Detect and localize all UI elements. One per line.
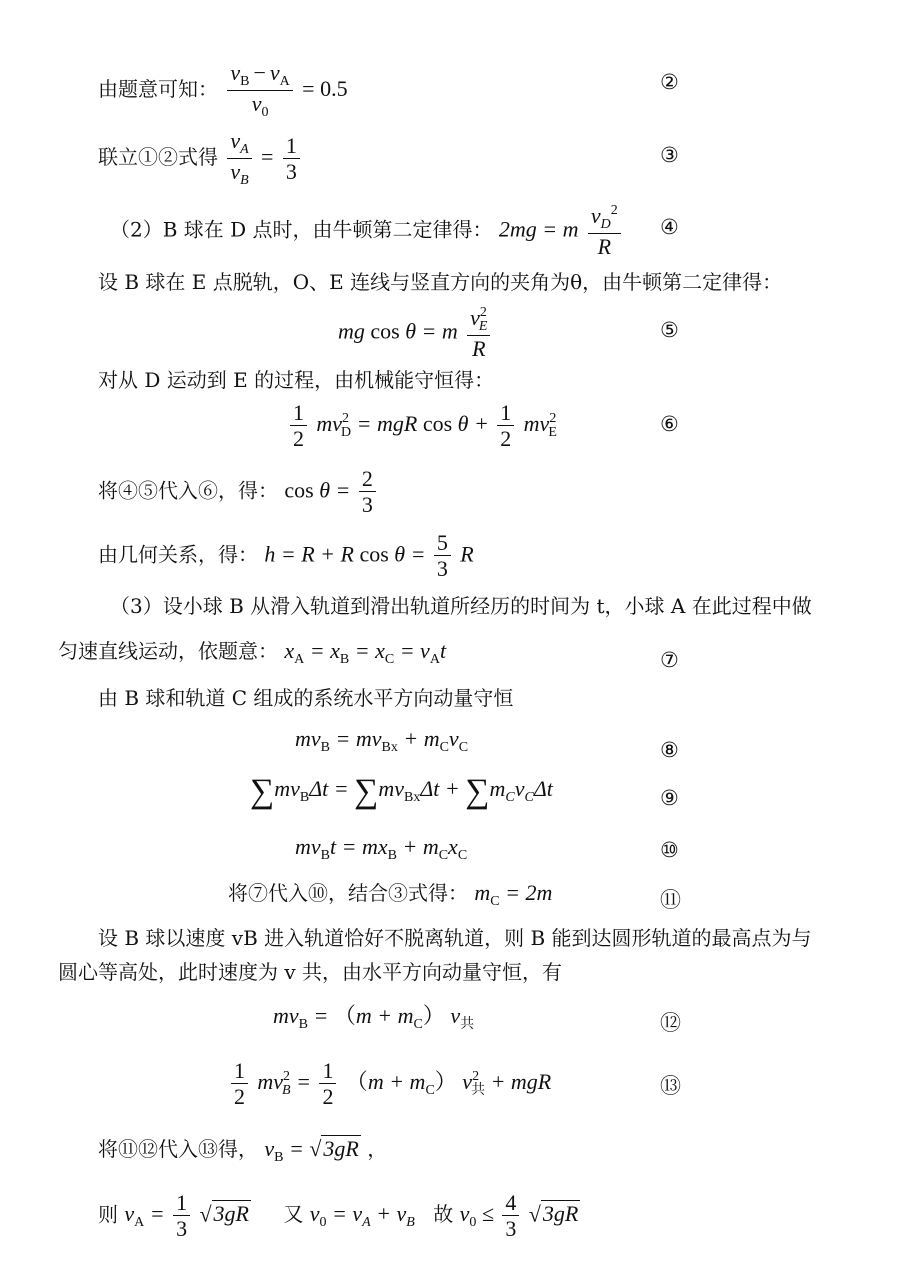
equation-tag: ⑬ (660, 1074, 681, 1098)
equation-line-9: 匀速直线运动，依题意： $x_A = x_B = x_C = v_At$ (58, 638, 447, 667)
equation-line-8: 由几何关系，得： h = R + R cos θ = $\frac{5}{3}$ R (98, 530, 474, 582)
text-line-12: 设 B 球以速度 vB 进入轨道恰好不脱离轨道，则 B 能到达圆形轨道的最高点为与 (98, 926, 812, 950)
text-line-5: 对从 D 运动到 E 的过程，由机械能守恒得： (98, 368, 495, 392)
equation-line-16: $\frac{1}{2}$ $mv^2_B$ = $\frac{1}{2}$ $(m + m_C)$ $v^2_共$ + mgR (228, 1058, 551, 1110)
equation-tag: ⑫ (660, 1011, 681, 1035)
text-l3: （2）B 球在 D 点时，由牛顿第二定律得： (110, 217, 493, 242)
text-line-8: （3）设小球 B 从滑入轨道到滑出轨道所经历的时间为 t，小球 A 在此过程中做 (110, 594, 812, 618)
equation-tag: ⑨ (660, 786, 679, 810)
text-l14: 将⑪⑫代入⑬得， (98, 1137, 258, 1161)
equation-line-13: $mv_Bt = mx_B + m_Cx_C$ (295, 834, 468, 863)
equation-line-5: mg cos θ = m $\frac{v^2_E}{R}$ (338, 305, 493, 361)
fraction-vd2-r: $\frac{v_D^2}{R}$ (588, 203, 621, 259)
equation-line-14: 将⑦代入⑩，结合③式得： $m_C = 2m$ (228, 880, 553, 909)
text-l7: 由几何关系，得： (98, 542, 258, 567)
text-l2: 联立①②式得 (98, 145, 218, 170)
fraction-one-third: $\frac{1}{3}$ (283, 133, 300, 185)
equation-line-6: $\frac{1}{2}$ $mv^2_D$ = mgR cos θ + $\frac{1}{2}$ $mv^2_E$ (287, 400, 557, 452)
text-l6: 将④⑤代入⑥，得： (98, 478, 278, 503)
text-l1: 由题意可知： (98, 77, 218, 102)
equation-tag: ⑦ (660, 648, 679, 672)
text-l15a: 则 (98, 1202, 118, 1227)
text-l11: 将⑦代入⑩，结合③式得： (228, 881, 468, 905)
equation-line-1: 由题意可知： $\frac{v_B - v_A}{v_0}$ = 0.5 (98, 60, 348, 121)
equation-line-11: $mv_B = mv_{Bx} + m_Cv_C$ (295, 726, 469, 755)
equation-line-12: $\sum mv_B\Delta t = \sum mv_{Bx}\Delta t + \sum m_Cv_C\Delta t$ (250, 773, 553, 810)
equation-line-7: 将④⑤代入⑥，得： cos θ = $\frac{2}{3}$ (98, 466, 379, 518)
fraction-ve2-r: $\frac{v^2_E}{R}$ (467, 305, 490, 361)
text-line-13: 圆心等高处，此时速度为 v 共，由水平方向动量守恒，有 (58, 960, 563, 984)
fraction-va-vb: $\frac{v_A}{v_B}$ (227, 128, 251, 189)
equation-tag: ⑤ (660, 318, 679, 342)
equation-line-3: （2）B 球在 D 点时，由牛顿第二定律得： 2mg = m $\frac{v_D^2}{R}$ (110, 203, 624, 259)
equation-line-17: 将⑪⑫代入⑬得， $v_B = √3gR$ ， (98, 1136, 388, 1165)
text-line-10: 由 B 球和轨道 C 组成的系统水平方向动量守恒 (98, 686, 514, 710)
equation-tag: ⑧ (660, 738, 679, 762)
equation-line-18: 则 $v_A$ = $\frac{1}{3}$ √3gR 又 $v_0 = v_A + v_B$ 故 $v_0$ ≤ $\frac{4}{3}$ √3gR (98, 1190, 579, 1242)
equation-tag: ⑩ (660, 838, 679, 862)
text-l9: 匀速直线运动，依题意： (58, 639, 278, 663)
equation-tag: ② (660, 70, 679, 94)
value-half: 0.5 (320, 76, 348, 102)
equation-tag: ⑥ (660, 412, 679, 436)
equation-tag: ③ (660, 143, 679, 167)
equation-tag: ④ (660, 215, 679, 239)
equation-line-15: $mv_B = (m + m_C)$ $v_共$ (273, 1003, 475, 1032)
equation-line-2: 联立①②式得 $\frac{v_A}{v_B}$ = $\frac{1}{3}$ (98, 128, 303, 189)
fraction-vb-va-v0: $\frac{v_B - v_A}{v_0}$ (227, 60, 292, 121)
text-line-4: 设 B 球在 E 点脱轨，O、E 连线与竖直方向的夹角为θ，由牛顿第二定律得： (98, 270, 783, 294)
text-l15b: 又 (283, 1202, 304, 1227)
text-l15c: 故 (433, 1202, 454, 1227)
equation-tag: ⑪ (660, 888, 681, 912)
